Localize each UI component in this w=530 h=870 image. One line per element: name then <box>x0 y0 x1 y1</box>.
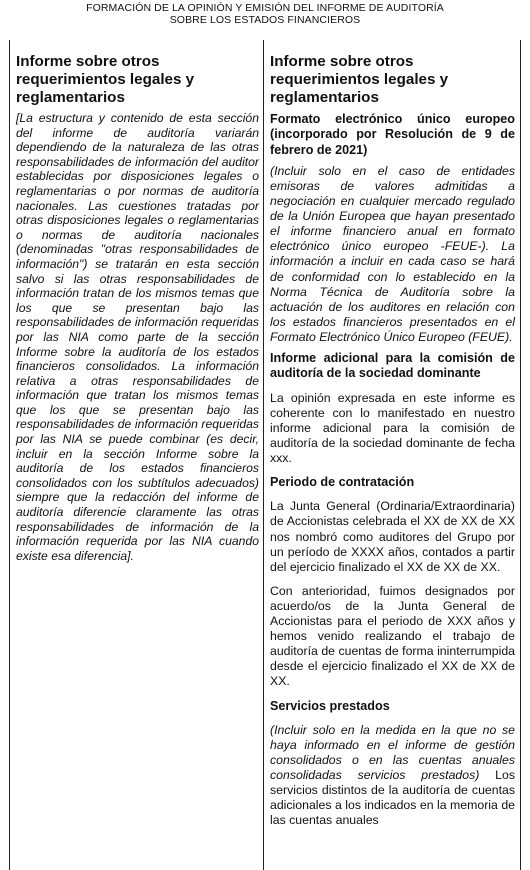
left-section-title: Informe sobre otros requerimientos legales y reglamentarios <box>16 53 195 106</box>
right-section-title: Informe sobre otros requerimientos legales y reglamentarios <box>270 53 449 106</box>
left-section-body: [La estructura y contenido de esta sección del informe de auditoría variarán dependiendo de la naturaleza de las otras responsabilidades de información del auditor establecidas por disposiciones legales o reglamentarias o por normas de auditoría nacionales. Las cuestiones tratadas por otras disposiciones legales o reglamentarias o normas de auditoría nacionales (denominadas "otras responsabilidades de información") se tratarán en esta sección salvo si las otras responsabilidades de información tratan de los mismos temas que los que se presentan bajo las responsabilidades de información requeridas por las NIA como parte de la sección Informe sobre la auditoría de los estados financieros consolidados. La información relativa a otras responsabilidades de información que tratan los mismos temas que los que se presentan bajo las responsabilidades de información requeridas por las NIA se puede combinar (es decir, incluir en la sección Informe sobre la auditoría de los estados financieros consolidados con los subtítulos adecuados) siempre que la redacción del informe de auditoría diferencie claramente las otras responsabilidades de información de la información requerida por las NIA cuando existe esa diferencia]. <box>16 111 259 563</box>
feue-body: (Incluir solo en el caso de entidades emisoras de valores admitidas a negociación en cualquier mercado regulado de la Unión Europea que hayan presentado el informe financiero anual en formato electrónico único europeo -FEUE-). La información a incluir en cada caso se hará de conformidad con lo establecido en la Norma Técnica de Auditoría sobre la actuación de los auditores en relación con los estados financieros presentados en el Formato Electrónico Único Europeo (FEUE). <box>270 163 515 344</box>
header-line-2: SOBRE LOS ESTADOS FINANCIEROS <box>169 14 361 26</box>
servicios-heading: Servicios prestados <box>270 698 390 713</box>
servicios-normal: Los servicios distintos de la auditoría de cuentas adicionales a los indicados en la memoria de las cuentas anuales <box>270 768 516 828</box>
feue-heading: Formato electrónico único europeo (incorporado por Resolución de 9 de febrero de 2021) <box>270 112 515 157</box>
servicios-italic: (Incluir solo en la medida en la que no se haya informado en el informe de gestión consolidados o en las cuentas anuales consolidadas servicios prestados) <box>270 722 515 783</box>
page-header <box>0 2 530 26</box>
comision-body: La opinión expresada en este informe es coherente con lo manifestado en nuestro informe adicional para la comisión de auditoría de la sociedad dominante de fecha xxx. <box>270 390 515 465</box>
column-divider <box>263 40 264 870</box>
header-line-1: FORMACIÓN DE LA OPINIÓN Y EMISIÓN DEL INFORME DE AUDITORÍA <box>86 2 444 14</box>
comision-heading: Informe adicional para la comisión de auditoría de la sociedad dominante <box>270 351 515 381</box>
servicios-body <box>270 723 515 829</box>
periodo-heading: Periodo de contratación <box>270 475 415 490</box>
periodo-body-1: La Junta General (Ordinaria/Extraordinaria) de Accionistas celebrada el XX de XX de XX nos nombró como auditores del Grupo por un período de XXXX años, contados a partir del ejercicio finalizado el XX de XX de XX. <box>270 499 515 574</box>
periodo-body-2: Con anterioridad, fuimos designados por acuerdo/os de la Junta General de Accionistas para el periodo de XXX años y hemos venido realizando el trabajo de auditoría de cuentas de forma ininterrumpida desde el ejercicio finalizado el XX de XX de XX. <box>270 583 515 689</box>
right-column <box>270 53 515 828</box>
left-column <box>16 53 259 563</box>
